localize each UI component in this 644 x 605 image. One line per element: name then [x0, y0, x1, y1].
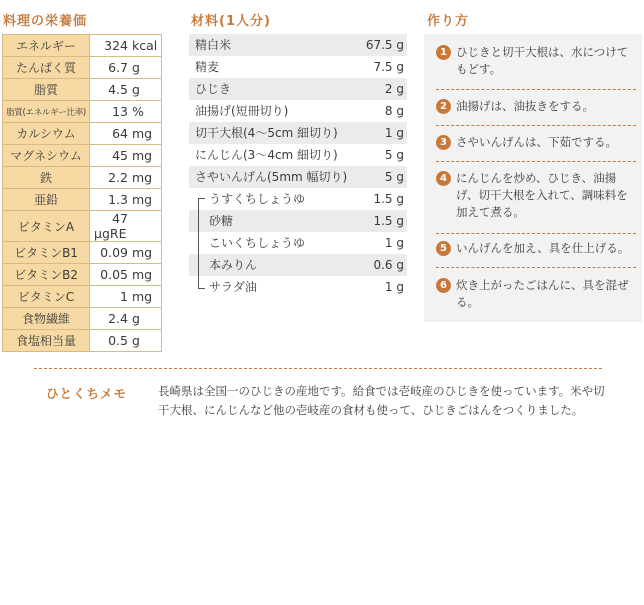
nutrition-table [2, 34, 162, 352]
memo-divider [34, 368, 602, 369]
table-row [3, 101, 162, 123]
list-item [189, 144, 407, 166]
nutrient-value: 1 [120, 289, 128, 304]
seasoning-bracket [198, 198, 207, 289]
table-row [3, 79, 162, 101]
ingredient-amount: 8 g [384, 104, 404, 118]
nutrient-unit: mg [132, 170, 153, 185]
nutrient-name: エネルギー [3, 35, 90, 57]
divider [436, 161, 636, 162]
list-item [189, 188, 407, 210]
nutrient-value: 45 [112, 148, 128, 163]
step-item [436, 134, 636, 151]
nutrient-value: 64 [112, 126, 128, 141]
nutrient-name: 脂質 [3, 79, 90, 101]
ingredient-name: ひじき [195, 82, 232, 96]
nutrient-name: 食物繊維 [3, 308, 90, 330]
list-item [189, 78, 407, 100]
step-text: にんじんを炒め、ひじき、油揚げ、切干大根を入れて、調味料を加えて煮る。 [456, 171, 628, 219]
step-text: 油揚げは、油抜きをする。 [456, 99, 594, 113]
list-item [189, 100, 407, 122]
step-number: 1 [436, 45, 451, 60]
nutrient-unit: mg [132, 245, 153, 260]
nutrient-name: 鉄 [3, 167, 90, 189]
ingredient-amount: 5 g [384, 170, 404, 184]
ingredients-title: 材料(1人分) [191, 14, 271, 29]
nutrient-unit: mg [132, 289, 153, 304]
nutrient-value: 0.5 [108, 333, 128, 348]
nutrient-unit: μgRE [94, 226, 127, 241]
table-row [3, 308, 162, 330]
nutrient-name: 脂質(エネルギー比率) [3, 101, 90, 123]
ingredient-amount: 1.5 g [373, 214, 404, 228]
step-item [436, 170, 636, 221]
ingredient-name: 精麦 [195, 60, 220, 74]
nutrient-value: 1.3 [108, 192, 128, 207]
ingredient-amount: 0.6 g [373, 258, 404, 272]
ingredient-name: 砂糖 [209, 214, 234, 228]
table-row [3, 35, 162, 57]
nutrient-name: ビタミンB2 [3, 264, 90, 286]
divider [436, 89, 636, 90]
list-item [189, 276, 407, 298]
ingredient-name: 本みりん [209, 258, 258, 272]
table-row [3, 189, 162, 211]
nutrient-name: カルシウム [3, 123, 90, 145]
nutrient-unit: mg [132, 267, 153, 282]
steps-panel [424, 34, 642, 322]
step-text: さやいんげんは、下茹でする。 [456, 135, 617, 149]
ingredient-name: さやいんげん(5mm 幅切り) [195, 170, 348, 184]
ingredient-amount: 1 g [384, 236, 404, 250]
step-number: 6 [436, 278, 451, 293]
nutrient-unit: g [132, 311, 140, 326]
nutrient-value: 2.2 [108, 170, 128, 185]
nutrient-value: 0.05 [100, 267, 128, 282]
nutrient-name: 食塩相当量 [3, 330, 90, 352]
nutrient-unit: mg [132, 192, 153, 207]
table-row [3, 242, 162, 264]
nutrient-name: ビタミンA [3, 211, 90, 242]
ingredient-amount: 2 g [384, 82, 404, 96]
steps-title: 作り方 [427, 14, 470, 29]
ingredient-name: 切干大根(4～5cm 細切り) [195, 126, 338, 140]
table-row [3, 145, 162, 167]
step-number: 5 [436, 241, 451, 256]
list-item [189, 166, 407, 188]
ingredient-amount: 5 g [384, 148, 404, 162]
nutrient-name: ビタミンB1 [3, 242, 90, 264]
table-row [3, 57, 162, 79]
table-row [3, 330, 162, 352]
nutrient-name: ビタミンC [3, 286, 90, 308]
step-number: 2 [436, 99, 451, 114]
ingredient-amount: 67.5 g [365, 38, 404, 52]
nutrient-unit: g [132, 60, 140, 75]
list-item [189, 122, 407, 144]
step-number: 4 [436, 171, 451, 186]
step-text: ひじきと切干大根は、水につけてもどす。 [456, 45, 629, 76]
table-row [3, 286, 162, 308]
step-number: 3 [436, 135, 451, 150]
ingredient-amount: 1.5 g [373, 192, 404, 206]
nutrient-value: 13 [112, 104, 128, 119]
nutrient-unit: mg [132, 148, 153, 163]
memo-title: ひとくちメモ [46, 386, 128, 401]
ingredient-name: こいくちしょうゆ [209, 236, 306, 250]
divider [436, 233, 636, 234]
ingredients-list [189, 34, 407, 298]
nutrient-value: 4.5 [108, 82, 128, 97]
list-item [189, 56, 407, 78]
step-item [436, 240, 636, 257]
ingredient-amount: 1 g [384, 126, 404, 140]
divider [436, 267, 636, 268]
table-row [3, 123, 162, 145]
ingredient-name: 精白米 [195, 38, 232, 52]
table-row [3, 167, 162, 189]
ingredient-name: うすくちしょうゆ [209, 192, 306, 206]
nutrient-value: 324 [104, 38, 128, 53]
nutrient-value: 2.4 [108, 311, 128, 326]
nutrient-unit: g [132, 333, 140, 348]
memo-text: 長崎県は全国一のひじきの産地です。給食では壱岐産のひじきを使っています。米や切干大根、にんじんなど他の壱岐産の食材も使って、ひじきごはんをつくりました。 [158, 384, 605, 417]
divider [436, 125, 636, 126]
nutrient-name: マグネシウム [3, 145, 90, 167]
step-text: 炊き上がったごはんに、具を混ぜる。 [456, 278, 629, 309]
nutrition-title: 料理の栄養価 [3, 14, 88, 29]
nutrient-unit: mg [132, 126, 153, 141]
list-item [189, 232, 407, 254]
step-item [436, 98, 636, 115]
list-item [189, 34, 407, 56]
nutrient-name: 亜鉛 [3, 189, 90, 211]
table-row [3, 211, 162, 242]
list-item [189, 254, 407, 276]
step-item [436, 44, 636, 78]
nutrient-value: 6.7 [108, 60, 128, 75]
nutrient-unit: % [132, 104, 144, 119]
nutrient-value: 47 [112, 211, 128, 226]
nutrient-unit: g [132, 82, 140, 97]
nutrient-name: たんぱく質 [3, 57, 90, 79]
step-text: いんげんを加え、具を仕上げる。 [456, 241, 630, 255]
table-row [3, 264, 162, 286]
ingredient-amount: 7.5 g [373, 60, 404, 74]
ingredient-amount: 1 g [384, 280, 404, 294]
list-item [189, 210, 407, 232]
nutrient-value: 0.09 [100, 245, 128, 260]
ingredient-name: にんじん(3～4cm 細切り) [195, 148, 338, 162]
ingredient-name: 油揚げ(短冊切り) [195, 104, 289, 118]
nutrient-unit: kcal [132, 38, 158, 53]
ingredient-name: サラダ油 [209, 280, 257, 294]
step-item [436, 277, 636, 311]
